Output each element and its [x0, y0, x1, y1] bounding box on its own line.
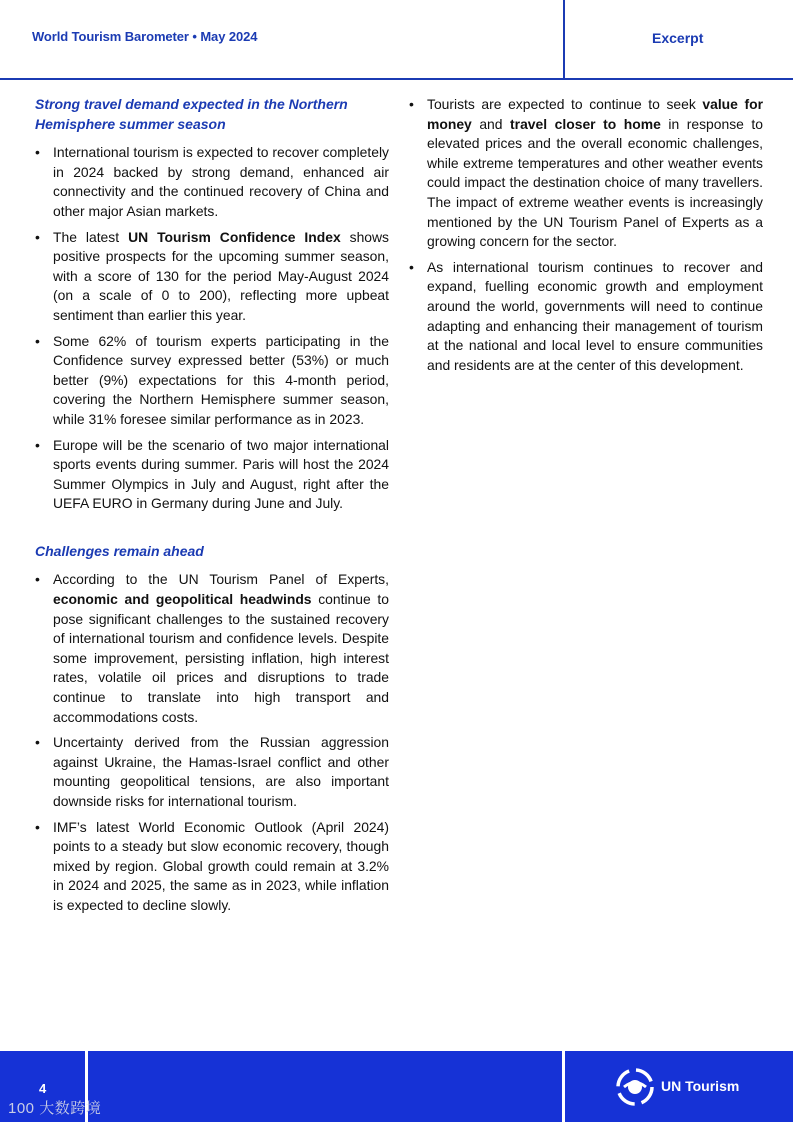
list-item: [35, 733, 389, 811]
excerpt-label: Excerpt: [652, 30, 704, 46]
report-title: World Tourism Barometer • May 2024: [32, 29, 258, 44]
list-item: [35, 818, 389, 916]
list-item: [409, 95, 763, 252]
page-number: 4: [39, 1081, 47, 1096]
challenges-bullet-list: [35, 570, 389, 915]
bullet-text: and: [471, 115, 511, 132]
bold-phrase: value for money: [427, 96, 763, 132]
bold-phrase: travel closer to home: [510, 115, 661, 132]
bullet-text: International tourism is expected to recover completely in 2024 backed by strong demand, enhanced air connectivity and the continued recovery of China and other major Asian markets.: [53, 144, 389, 219]
un-tourism-logo-icon: [616, 1068, 654, 1106]
bullet-text: in response to elevated prices and the overall economic challenges, while extreme temperatures and other weather events could impact the destination choice of many travellers. The impact of extreme weather events is increasingly mentioned by the UN Tourism Panel of Experts as a growing concern for the sector.: [427, 115, 763, 250]
list-item: [35, 143, 389, 221]
bullet-text: IMF’s latest World Economic Outlook (April 2024) points to a steady but slow economic recovery, though mixed by region. Global growth could remain at 3.2% in 2024 and 2025, the same as in 2023, while inflation is expected to decline slowly.: [53, 818, 389, 913]
footer-bar: [0, 1051, 793, 1122]
list-item: [35, 332, 389, 430]
bullet-text: Some 62% of tourism experts participating in the Confidence survey expressed better (53%) or much better (9%) expectations for this 4-month period, covering the Northern Hemisphere summer season, while 31% foresee similar performance as in 2023.: [53, 332, 389, 427]
list-item: [35, 570, 389, 727]
bullet-text: According to the UN Tourism Panel of Experts,: [53, 571, 389, 588]
header-divider-horizontal: [0, 78, 793, 80]
summer-bullet-list: [35, 143, 389, 514]
list-item: [35, 228, 389, 326]
un-tourism-logo: [616, 1069, 756, 1105]
left-column: [35, 95, 389, 922]
bullet-text: The latest: [53, 228, 129, 245]
bold-phrase: UN Tourism Confidence Index: [128, 228, 341, 245]
bold-phrase: economic and geopolitical headwinds: [53, 591, 312, 608]
section-heading-summer: Strong travel demand expected in the Northern Hemisphere summer season: [35, 96, 348, 132]
bullet-text: Tourists are expected to continue to seek: [427, 96, 703, 112]
list-item: [35, 436, 389, 514]
bullet-text: Uncertainty derived from the Russian aggression against Ukraine, the Hamas-Israel conflict and other mounting geopolitical tensions, are also important downside risks for international tourism.: [53, 734, 389, 809]
header-divider-vertical: [563, 0, 565, 80]
section-heading-challenges: Challenges remain ahead: [35, 542, 204, 559]
logo-text: UN Tourism: [661, 1078, 740, 1094]
bullet-text: As international tourism continues to recover and expand, fuelling economic growth and employment around the world, governments will need to continue adapting and enhancing their management of tourism at the national and local level to ensure communities and residents are at the center of this development.: [427, 258, 763, 373]
list-item: [409, 258, 763, 376]
bullet-text: Europe will be the scenario of two major international sports events during summer. Paris will host the 2024 Summer Olympics in July and August, right after the UEFA EURO in Germany during June and July.: [53, 436, 389, 512]
right-bullet-list: [409, 95, 763, 375]
watermark: 100 大数跨境: [8, 1100, 102, 1117]
right-column: [409, 95, 763, 381]
footer-divider: [562, 1051, 565, 1122]
bullet-text: shows positive prospects for the upcoming summer season, with a score of 130 for the period May-August 2024 (on a scale of 0 to 200), reflecting more upbeat sentiment than earlier this year.: [53, 228, 390, 323]
bullet-text: continue to pose significant challenges to the sustained recovery of international tourism and confidence levels. Despite some improvement, persisting inflation, high interest rates, volatile oil prices and disruptions to trade continue to translate into high transport and accommodations costs.: [53, 591, 389, 725]
